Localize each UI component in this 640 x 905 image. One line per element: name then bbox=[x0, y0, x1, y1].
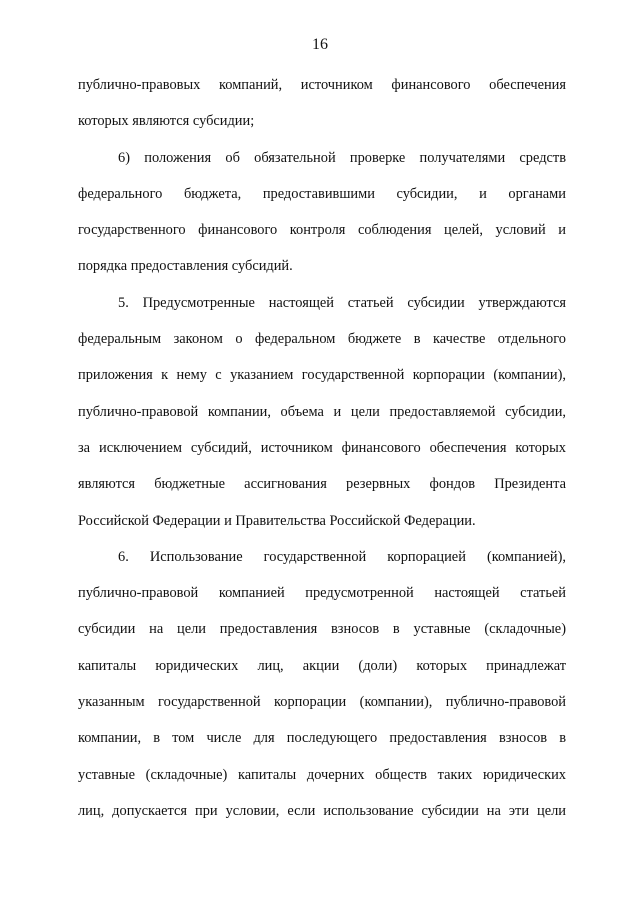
text-line: федеральным законом о федеральном бюджете в качестве отдельного bbox=[78, 331, 566, 348]
text-line: капиталы юридических лиц, акции (доли) которых принадлежат bbox=[78, 657, 566, 674]
text-line: указанным государственной корпорации (компании), публично-правовой bbox=[78, 694, 566, 711]
text-line: лиц, допускается при условии, если использование субсидии на эти цели bbox=[78, 802, 566, 819]
paragraph-5 bbox=[78, 290, 566, 544]
text-line: 6) положения об обязательной проверке получателями средств bbox=[118, 149, 566, 166]
paragraph-6 bbox=[78, 544, 566, 834]
text-line: компании, в том числе для последующего предоставления взносов в bbox=[78, 730, 566, 747]
text-line: публично-правовых компаний, источником финансового обеспечения bbox=[78, 77, 566, 93]
paragraph-item-6 bbox=[78, 145, 566, 290]
text-line: являются бюджетные ассигнования резервных фондов Президента bbox=[78, 476, 566, 493]
text-line: публично-правовой компанией предусмотренной настоящей статьей bbox=[78, 585, 566, 602]
text-line: порядка предоставления субсидий. bbox=[78, 258, 293, 275]
text-line: субсидии на цели предоставления взносов в уставные (складочные) bbox=[78, 621, 566, 638]
text-line: федерального бюджета, предоставившими субсидии, и органами bbox=[78, 185, 566, 202]
document-body bbox=[78, 72, 566, 834]
text-line: 6. Использование государственной корпорацией (компанией), bbox=[118, 548, 566, 565]
text-line: уставные (складочные) капиталы дочерних обществ таких юридических bbox=[78, 766, 566, 783]
text-line: за исключением субсидий, источником финансового обеспечения которых bbox=[78, 439, 566, 456]
text-line: которых являются субсидии; bbox=[78, 113, 255, 130]
paragraph-continued bbox=[78, 72, 566, 145]
text-line: Российской Федерации и Правительства Российской Федерации. bbox=[78, 512, 476, 529]
text-line: государственного финансового контроля соблюдения целей, условий и bbox=[78, 222, 566, 239]
text-line: приложения к нему с указанием государственной корпорации (компании), bbox=[78, 367, 566, 384]
text-line: 5. Предусмотренные настоящей статьей субсидии утверждаются bbox=[118, 294, 566, 311]
text-line: публично-правовой компании, объема и цели предоставляемой субсидии, bbox=[78, 403, 566, 420]
page-number: 16 bbox=[312, 36, 328, 53]
